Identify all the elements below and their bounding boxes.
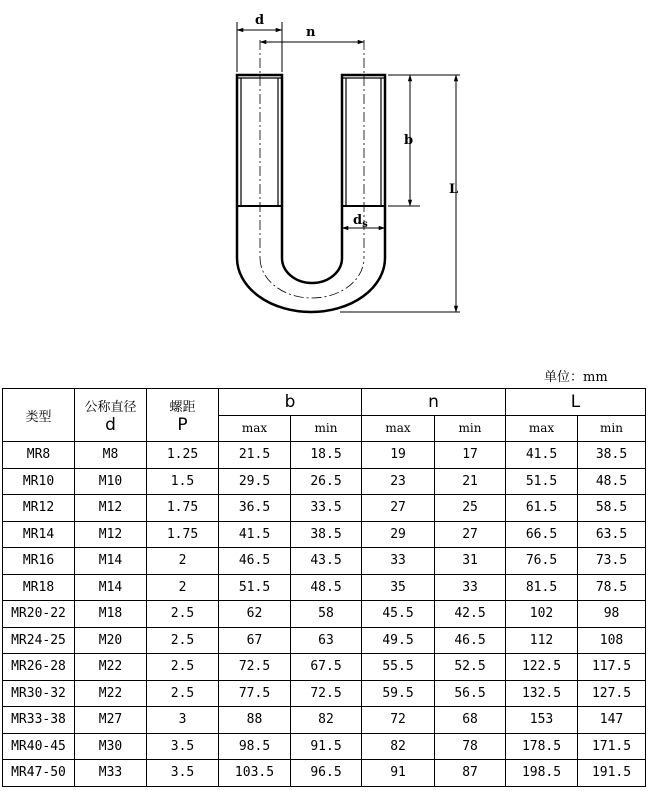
cell-nominal-diameter: M22 [75, 680, 147, 707]
cell-L-max: 51.5 [506, 468, 578, 495]
cell-nominal-diameter: M14 [75, 574, 147, 601]
cell-n-max: 82 [362, 733, 435, 760]
cell-pitch: 2.5 [147, 627, 219, 654]
cell-pitch: 1.25 [147, 442, 219, 469]
cell-b-max: 88 [219, 707, 291, 734]
cell-type: MR40-45 [3, 733, 75, 760]
cell-L-max: 122.5 [506, 654, 578, 681]
cell-b-min: 58 [291, 601, 362, 628]
cell-pitch: 2 [147, 548, 219, 575]
cell-L-min: 98 [578, 601, 646, 628]
cell-type: MR18 [3, 574, 75, 601]
cell-L-max: 102 [506, 601, 578, 628]
cell-b-min: 43.5 [291, 548, 362, 575]
cell-L-min: 147 [578, 707, 646, 734]
cell-L-min: 58.5 [578, 495, 646, 522]
cell-nominal-diameter: M18 [75, 601, 147, 628]
cell-L-min: 117.5 [578, 654, 646, 681]
cell-L-min: 127.5 [578, 680, 646, 707]
cell-L-max: 198.5 [506, 760, 578, 787]
table-row [3, 495, 646, 522]
unit-value: mm [583, 370, 608, 385]
cell-n-max: 35 [362, 574, 435, 601]
cell-nominal-diameter: M22 [75, 654, 147, 681]
cell-type: MR16 [3, 548, 75, 575]
cell-L-max: 61.5 [506, 495, 578, 522]
cell-L-max: 178.5 [506, 733, 578, 760]
cell-n-max: 59.5 [362, 680, 435, 707]
table-row [3, 760, 646, 787]
cell-L-max: 112 [506, 627, 578, 654]
dim-L-label: L [449, 182, 459, 197]
cell-n-min: 33 [435, 574, 506, 601]
cell-n-min: 42.5 [435, 601, 506, 628]
header-type: 类型 [3, 389, 75, 442]
table-row [3, 627, 646, 654]
cell-b-max: 103.5 [219, 760, 291, 787]
cell-b-min: 18.5 [291, 442, 362, 469]
header-L-max: max [506, 415, 578, 442]
cell-L-max: 132.5 [506, 680, 578, 707]
cell-n-min: 46.5 [435, 627, 506, 654]
cell-b-max: 51.5 [219, 574, 291, 601]
cell-n-max: 49.5 [362, 627, 435, 654]
cell-n-min: 31 [435, 548, 506, 575]
cell-L-min: 63.5 [578, 521, 646, 548]
cell-n-max: 33 [362, 548, 435, 575]
cell-n-min: 78 [435, 733, 506, 760]
cell-nominal-diameter: M8 [75, 442, 147, 469]
cell-nominal-diameter: M12 [75, 495, 147, 522]
cell-b-min: 26.5 [291, 468, 362, 495]
cell-b-min: 72.5 [291, 680, 362, 707]
cell-L-max: 66.5 [506, 521, 578, 548]
cell-pitch: 2.5 [147, 680, 219, 707]
dim-b-label: b [404, 133, 414, 148]
cell-b-min: 67.5 [291, 654, 362, 681]
u-bolt-drawing [0, 0, 649, 370]
cell-b-max: 29.5 [219, 468, 291, 495]
cell-L-min: 48.5 [578, 468, 646, 495]
cell-n-min: 25 [435, 495, 506, 522]
cell-n-min: 52.5 [435, 654, 506, 681]
cell-nominal-diameter: M12 [75, 521, 147, 548]
cell-n-min: 87 [435, 760, 506, 787]
cell-n-max: 72 [362, 707, 435, 734]
table-row [3, 442, 646, 469]
cell-type: MR12 [3, 495, 75, 522]
cell-n-max: 19 [362, 442, 435, 469]
cell-b-max: 21.5 [219, 442, 291, 469]
cell-nominal-diameter: M30 [75, 733, 147, 760]
cell-b-min: 91.5 [291, 733, 362, 760]
cell-n-max: 45.5 [362, 601, 435, 628]
cell-n-max: 29 [362, 521, 435, 548]
cell-b-max: 62 [219, 601, 291, 628]
cell-n-min: 68 [435, 707, 506, 734]
cell-b-max: 36.5 [219, 495, 291, 522]
cell-L-min: 73.5 [578, 548, 646, 575]
header-n-min: min [435, 415, 506, 442]
cell-n-max: 91 [362, 760, 435, 787]
cell-b-max: 72.5 [219, 654, 291, 681]
dim-n-label: n [306, 25, 316, 40]
header-n: n [362, 389, 506, 416]
cell-type: MR20-22 [3, 601, 75, 628]
cell-n-min: 27 [435, 521, 506, 548]
table-row [3, 574, 646, 601]
cell-type: MR24-25 [3, 627, 75, 654]
cell-b-min: 82 [291, 707, 362, 734]
cell-pitch: 1.75 [147, 521, 219, 548]
cell-type: MR33-38 [3, 707, 75, 734]
header-b-max: max [219, 415, 291, 442]
cell-type: MR10 [3, 468, 75, 495]
cell-b-max: 67 [219, 627, 291, 654]
cell-L-min: 171.5 [578, 733, 646, 760]
cell-pitch: 3.5 [147, 760, 219, 787]
header-nominal-line1: 公称直径 [84, 399, 137, 415]
header-n-max: max [362, 415, 435, 442]
u-bolt-outline [237, 75, 385, 312]
cell-n-max: 55.5 [362, 654, 435, 681]
cell-b-max: 46.5 [219, 548, 291, 575]
cell-L-max: 153 [506, 707, 578, 734]
cell-b-min: 48.5 [291, 574, 362, 601]
cell-b-min: 63 [291, 627, 362, 654]
cell-nominal-diameter: M14 [75, 548, 147, 575]
header-nominal-line2: d [105, 414, 116, 435]
cell-nominal-diameter: M27 [75, 707, 147, 734]
unit-label [544, 366, 608, 385]
cell-n-max: 23 [362, 468, 435, 495]
header-pitch-line2: P [177, 414, 188, 435]
table-row [3, 548, 646, 575]
cell-L-max: 41.5 [506, 442, 578, 469]
cell-L-min: 191.5 [578, 760, 646, 787]
cell-n-min: 17 [435, 442, 506, 469]
spec-table [2, 388, 646, 787]
table-row [3, 733, 646, 760]
unit-caption: 单位： [544, 370, 584, 385]
table-row [3, 521, 646, 548]
table-row [3, 680, 646, 707]
cell-pitch: 2.5 [147, 601, 219, 628]
header-b: b [219, 389, 362, 416]
table-row [3, 707, 646, 734]
cell-pitch: 1.5 [147, 468, 219, 495]
header-b-min: min [291, 415, 362, 442]
cell-b-max: 77.5 [219, 680, 291, 707]
cell-b-min: 96.5 [291, 760, 362, 787]
table-row [3, 468, 646, 495]
cell-n-min: 21 [435, 468, 506, 495]
cell-b-max: 41.5 [219, 521, 291, 548]
dim-d-label: d [255, 13, 265, 28]
cell-L-max: 81.5 [506, 574, 578, 601]
cell-L-min: 38.5 [578, 442, 646, 469]
cell-L-min: 108 [578, 627, 646, 654]
table-row [3, 601, 646, 628]
header-pitch-line1: 螺距 [169, 399, 196, 415]
cell-pitch: 2.5 [147, 654, 219, 681]
cell-n-min: 56.5 [435, 680, 506, 707]
header-pitch [147, 389, 219, 442]
cell-pitch: 3 [147, 707, 219, 734]
dim-ds-label: $d_s$ [353, 213, 368, 230]
cell-b-min: 33.5 [291, 495, 362, 522]
cell-type: MR8 [3, 442, 75, 469]
header-row-1 [3, 389, 646, 416]
cell-n-max: 27 [362, 495, 435, 522]
header-L-min: min [578, 415, 646, 442]
cell-b-min: 38.5 [291, 521, 362, 548]
cell-type: MR26-28 [3, 654, 75, 681]
cell-pitch: 3.5 [147, 733, 219, 760]
cell-type: MR14 [3, 521, 75, 548]
cell-L-min: 78.5 [578, 574, 646, 601]
cell-nominal-diameter: M10 [75, 468, 147, 495]
cell-pitch: 2 [147, 574, 219, 601]
cell-nominal-diameter: M33 [75, 760, 147, 787]
cell-pitch: 1.75 [147, 495, 219, 522]
header-L: L [506, 389, 646, 416]
cell-nominal-diameter: M20 [75, 627, 147, 654]
cell-L-max: 76.5 [506, 548, 578, 575]
header-nominal-diameter [75, 389, 147, 442]
table-row [3, 654, 646, 681]
table-body [3, 442, 646, 787]
cell-type: MR47-50 [3, 760, 75, 787]
cell-b-max: 98.5 [219, 733, 291, 760]
cell-type: MR30-32 [3, 680, 75, 707]
